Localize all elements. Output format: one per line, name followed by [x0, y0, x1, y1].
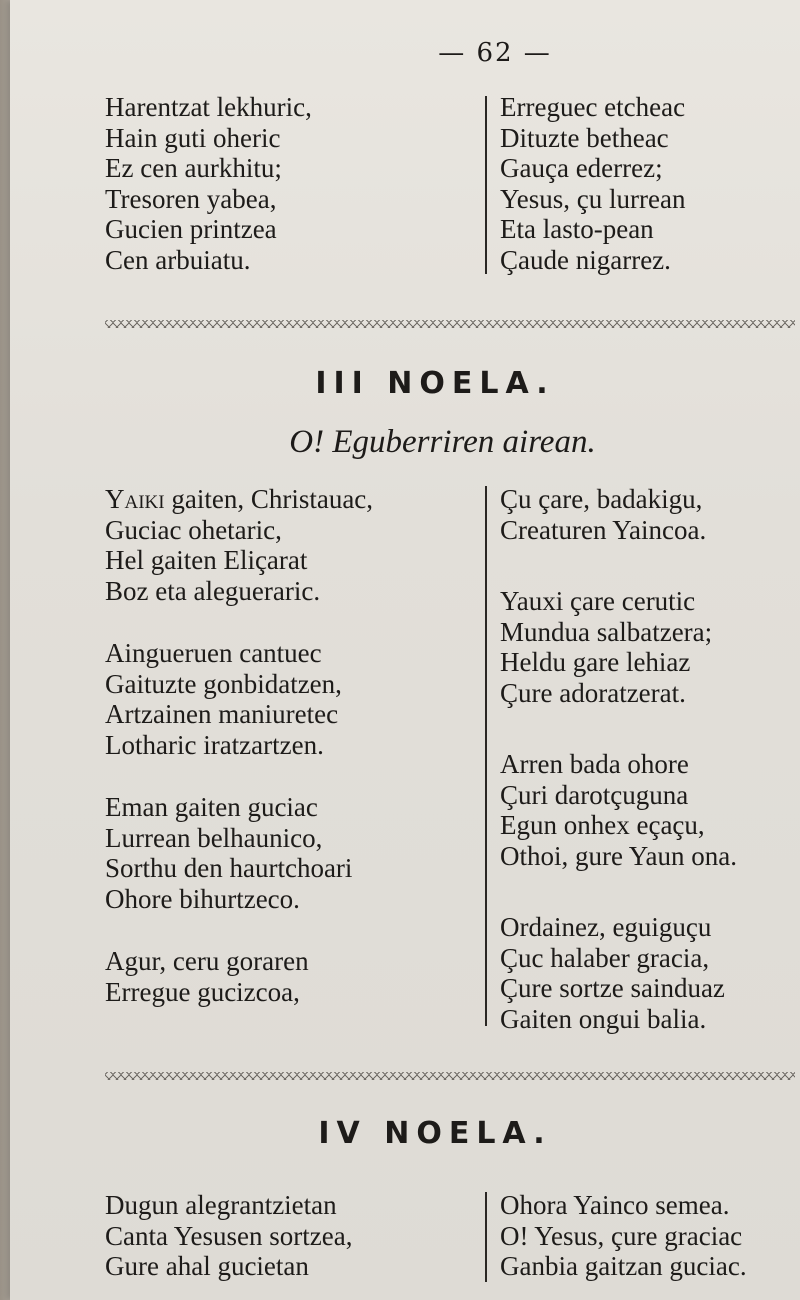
verse-line: Erregue gucizcoa, — [105, 976, 300, 1007]
verse-line: Gucien printzea — [105, 214, 277, 244]
verse-line: Yesus, çu lurrean — [500, 183, 686, 214]
stanza-gap — [500, 871, 737, 912]
verse-line: Othoi, gure Yaun ona. — [500, 840, 737, 871]
verse-line: Arren bada ohore — [500, 749, 689, 779]
verse-line: Çuc halaber gracia, — [500, 942, 710, 973]
verse-line: Çu çare, badakigu, — [500, 484, 703, 514]
verse-line: Harentzat lekhuric, — [105, 92, 312, 122]
page-number: — 62 — — [438, 38, 552, 68]
ornamental-divider — [105, 320, 795, 328]
verse-line: Dituzte betheac — [500, 122, 669, 153]
section-heading-iii: III NOELA. — [315, 366, 555, 401]
verse-line: Çuri darotçuguna — [500, 779, 689, 810]
verse-line: Erreguec etcheac — [500, 92, 686, 122]
verse-line: Canta Yesusen sortzea, — [105, 1220, 353, 1251]
verse-line: Eman gaiten guciac — [105, 792, 318, 822]
verse-line: Ohora Yainco semea. — [500, 1190, 730, 1220]
stanza-gap — [105, 606, 373, 638]
first-word: Yaiki — [105, 484, 165, 514]
verse-line: O! Yesus, çure graciac — [500, 1220, 743, 1251]
verse-line: Aingueruen cantuec — [105, 638, 322, 668]
verse-line: Çure sortze sainduaz — [500, 973, 725, 1003]
verse-line: Gauça ederrez; — [500, 153, 663, 183]
verse-line: Tresoren yabea, — [105, 183, 277, 214]
verse-line: Sorthu den haurtchoari — [105, 853, 353, 883]
book-page — [10, 0, 800, 1300]
verse-line: Gaituzte gonbidatzen, — [105, 668, 342, 699]
section1-left-column — [105, 92, 312, 275]
verse-line: Agur, ceru goraren — [105, 946, 309, 976]
verse-line: Çure adoratzerat. — [500, 677, 686, 708]
verse-line: Ordainez, eguiguçu — [500, 912, 712, 942]
ornamental-divider — [105, 1072, 795, 1080]
verse-line: Mundua salbatzera; — [500, 616, 713, 647]
stanza-gap — [105, 760, 373, 792]
verse-line: Hain guti oheric — [105, 122, 281, 153]
column-divider — [485, 96, 487, 274]
verse-line: Dugun alegrantzietan — [105, 1190, 337, 1220]
verse-line: Yauxi çare cerutic — [500, 586, 696, 616]
verse-line: Heldu gare lehiaz — [500, 647, 691, 677]
verse-line: Ez cen aurkhitu; — [105, 153, 282, 183]
section-subheading: O! Eguberriren airean. — [289, 424, 596, 460]
stanza-gap — [500, 708, 737, 749]
column-divider — [485, 1192, 487, 1282]
column-divider — [485, 486, 487, 1026]
verse-line: Gaiten ongui balia. — [500, 1003, 707, 1034]
verse-line: Ganbia gaitzan guciac. — [500, 1251, 747, 1281]
section1-right-column — [500, 92, 685, 275]
verse-line: Ohore bihurtzeco. — [105, 883, 300, 914]
stanza-gap — [500, 545, 737, 586]
verse-line: Çaude nigarrez. — [500, 244, 671, 275]
verse-line: Guciac ohetaric, — [105, 514, 282, 545]
stanza-gap — [105, 914, 373, 946]
section2-left-column — [105, 484, 373, 1007]
section3-left-column — [105, 1190, 352, 1282]
verse-line: Egun onhex eçaçu, — [500, 810, 705, 840]
verse-line: Lotharic iratzartzen. — [105, 729, 324, 760]
section-heading-iv: IV NOELA. — [318, 1116, 552, 1151]
verse-line: Boz eta alegueraric. — [105, 575, 321, 606]
verse-line: Gure ahal gucietan — [105, 1251, 309, 1281]
verse-line: Artzainen maniuretec — [105, 699, 339, 729]
verse-line-rest: gaiten, Christauac, — [164, 484, 374, 514]
section2-right-column — [500, 484, 737, 1034]
section3-right-column — [500, 1190, 747, 1282]
verse-line: Hel gaiten Eliçarat — [105, 545, 308, 575]
verse-line: Lurrean belhaunico, — [105, 822, 323, 853]
verse-line — [105, 484, 373, 515]
verse-line: Creaturen Yaincoa. — [500, 514, 707, 545]
verse-line: Eta lasto-pean — [500, 214, 654, 244]
verse-line: Cen arbuiatu. — [105, 244, 251, 275]
